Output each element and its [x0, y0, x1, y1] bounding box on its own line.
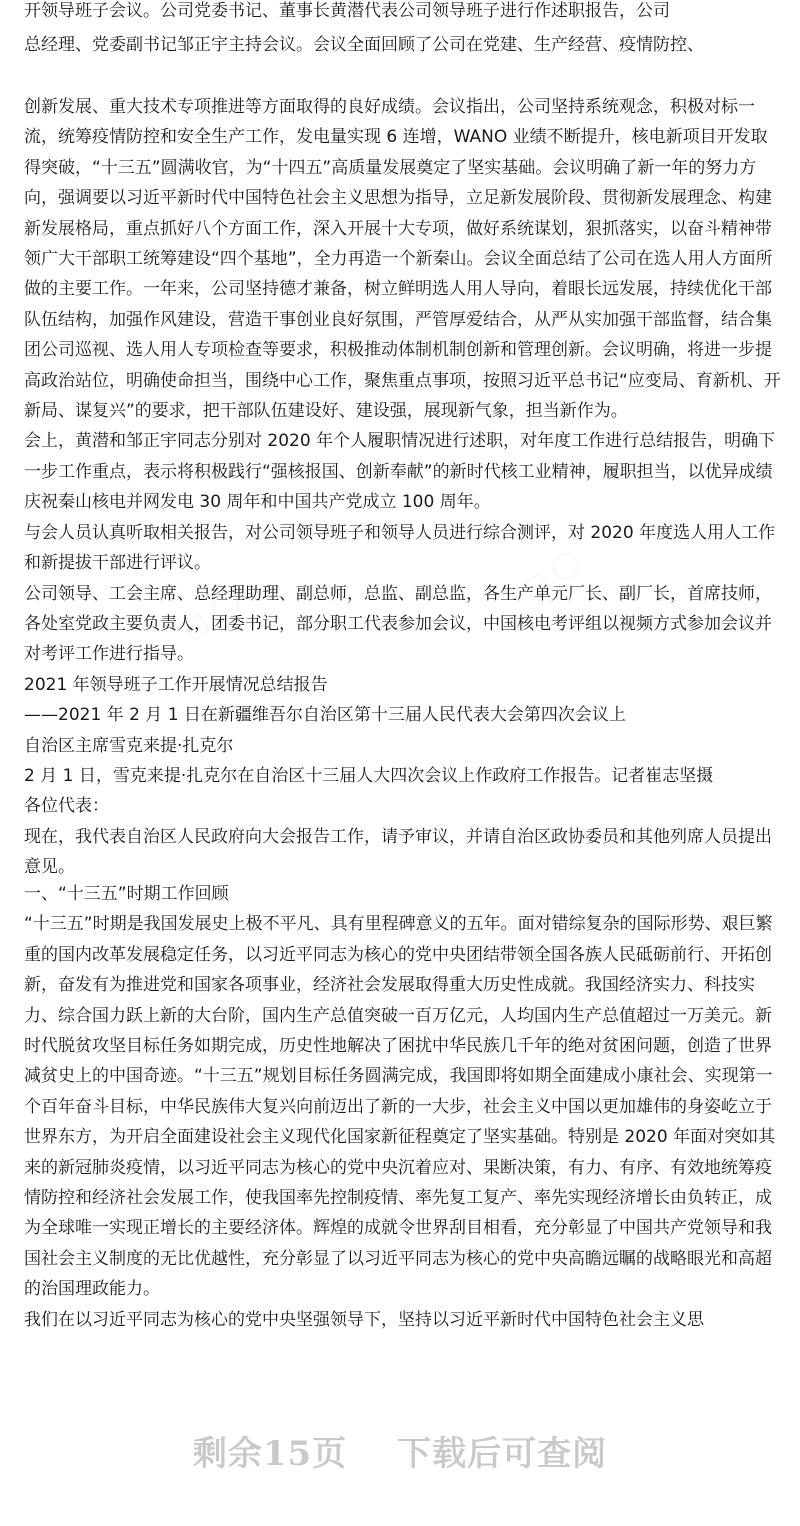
cut-off-top-line: 开领导班子会议。公司党委书记、董事长黄潜代表公司领导班子进行作述职报告，公司	[24, 1, 670, 21]
report-subtitle: ——2021 年 2 月 1 日在新疆维吾尔自治区第十三届人民代表大会第四次会议上	[24, 705, 626, 726]
remaining-pages-label: 剩余15页	[192, 1433, 348, 1474]
report-author: 自治区主席雪克来提·扎克尔	[24, 735, 234, 756]
paragraph: “十三五”时期是我国发展史上极不平凡、具有里程碑意义的五年。面对错综复杂的国际形势、艰巨繁重的国内改革发展稳定任务，以习近平同志为核心的党中央团结带领全国各族人民砥砺前行、开拓创新，奋发有为推进党和国家各项事业，经济社会发展取得重大历史性成就。我国经济实力、科技实力、综合国力跃上新的大台阶，国内生产总值突破一百万亿元，人均国内生产总值超过一万美元。新时代脱贫攻坚目标任务如期完成，历史性地解决了困扰中华民族几千年的绝对贫困问题，创造了世界减贫史上的中国奇迹。“十三五”规划目标任务圆满完成，我国即将如期全面建成小康社会、实现第一个百年奋斗目标，中华民族伟大复兴向前迈出了新的一大步，社会主义中国以更加雄伟的身姿屹立于世界东方，为开启全面建设社会主义现代化国家新征程奠定了坚实基础。特别是 2020 年面对突如其来的新冠肺炎疫情，以习近平同志为核心的党中央沉着应对、果断决策，有力、有序、有效地统筹疫情防控和经济社会发展工作，使我国率先控制疫情、率先复工复产、率先实现经济增长由负转正，成为全球唯一实现正增长的主要经济体。辉煌的成就令世界刮目相看，充分彰显了中国共产党领导和我国社会主义制度的无比优越性，充分彰显了以习近平同志为核心的党中央高瞻远瞩的战略眼光和高超的治国理政能力。	[24, 914, 776, 1300]
download-to-view-link[interactable]: 下载后可查阅	[397, 1433, 608, 1474]
paragraph: 会上，黄潜和邹正宇同志分别对 2020 年个人履职情况进行述职，对年度工作进行总结报告，明确下一步工作重点，表示将积极践行“强核报国、创新奉献”的新时代核工业精神，履职担当，以优异成绩庆祝秦山核电并网发电 30 周年和中国共产党成立 100 周年。	[24, 431, 776, 513]
download-prompt[interactable]	[0, 1420, 800, 1480]
document-body-upper	[24, 92, 784, 883]
photo-caption: 2 月 1 日，雪克来提·扎克尔在自治区十三届人大四次会议上作政府工作报告。记者崔志坚摄	[24, 765, 714, 786]
paragraph: 公司领导、工会主席、总经理助理、副总师，总监、副总监，各生产单元厂长、副厂长，首席技师，各处室党政主要负责人，团委书记，部分职工代表参加会议，中国核电考评组以视频方式参加会议并对考评工作进行指导。	[24, 583, 772, 665]
paragraph: 创新发展、重大技术专项推进等方面取得的良好成绩。会议指出，公司坚持系统观念，积极对标一流，统筹疫情防控和安全生产工作，发电量实现 6 连增，WANO 业绩不断提升，核电新项目开发取得突破，“十三五”圆满收官，为“十四五”高质量发展奠定了坚实基础。会议明确了新一年的努力方向，强调要以习近平新时代中国特色社会主义思想为指导，立足新发展阶段、贯彻新发展理念、构建新发展格局，重点抓好八个方面工作，深入开展十大专项，做好系统谋划，狠抓落实，以奋斗精神带领广大干部职工统筹建设“四个基地”，全力再造一个新秦山。会议全面总结了公司在选人用人方面所做的主要工作。一年来，公司坚持德才兼备，树立鲜明选人用人导向，着眼长远发展，持续优化干部队伍结构，加强作风建设，营造干事创业良好氛围，严管厚爱结合，从严从实加强干部监督，结合集团公司巡视、选人用人专项检查等要求，积极推动体制机制创新和管理创新。会议明确，将进一步提高政治站位，明确使命担当，围绕中心工作，聚焦重点事项，按照习近平总书记“应变局、育新机、开新局、谋复兴”的要求，把干部队伍建设好、建设强，展现新气象，担当新作为。	[24, 97, 781, 422]
intro-line: 总经理、党委副书记邹正宇主持会议。会议全面回顾了公司在党建、生产经营、疫情防控、	[24, 35, 704, 55]
section-heading: 一、“十三五”时期工作回顾	[24, 884, 229, 904]
paragraph: 现在，我代表自治区人民政府向大会报告工作，请予审议，并请自治区政协委员和其他列席人员提出意见。	[24, 826, 772, 878]
document-body-lower	[24, 879, 784, 1335]
report-title: 2021 年领导班子工作开展情况总结报告	[24, 674, 328, 695]
salutation: 各位代表：	[24, 796, 109, 817]
paragraph: 我们在以习近平同志为核心的党中央坚强领导下，坚持以习近平新时代中国特色社会主义思	[24, 1309, 704, 1330]
paragraph: 与会人员认真听取相关报告，对公司领导班子和领导人员进行综合测评，对 2020 年度选人用人工作和新提拔干部进行评议。	[24, 522, 776, 574]
